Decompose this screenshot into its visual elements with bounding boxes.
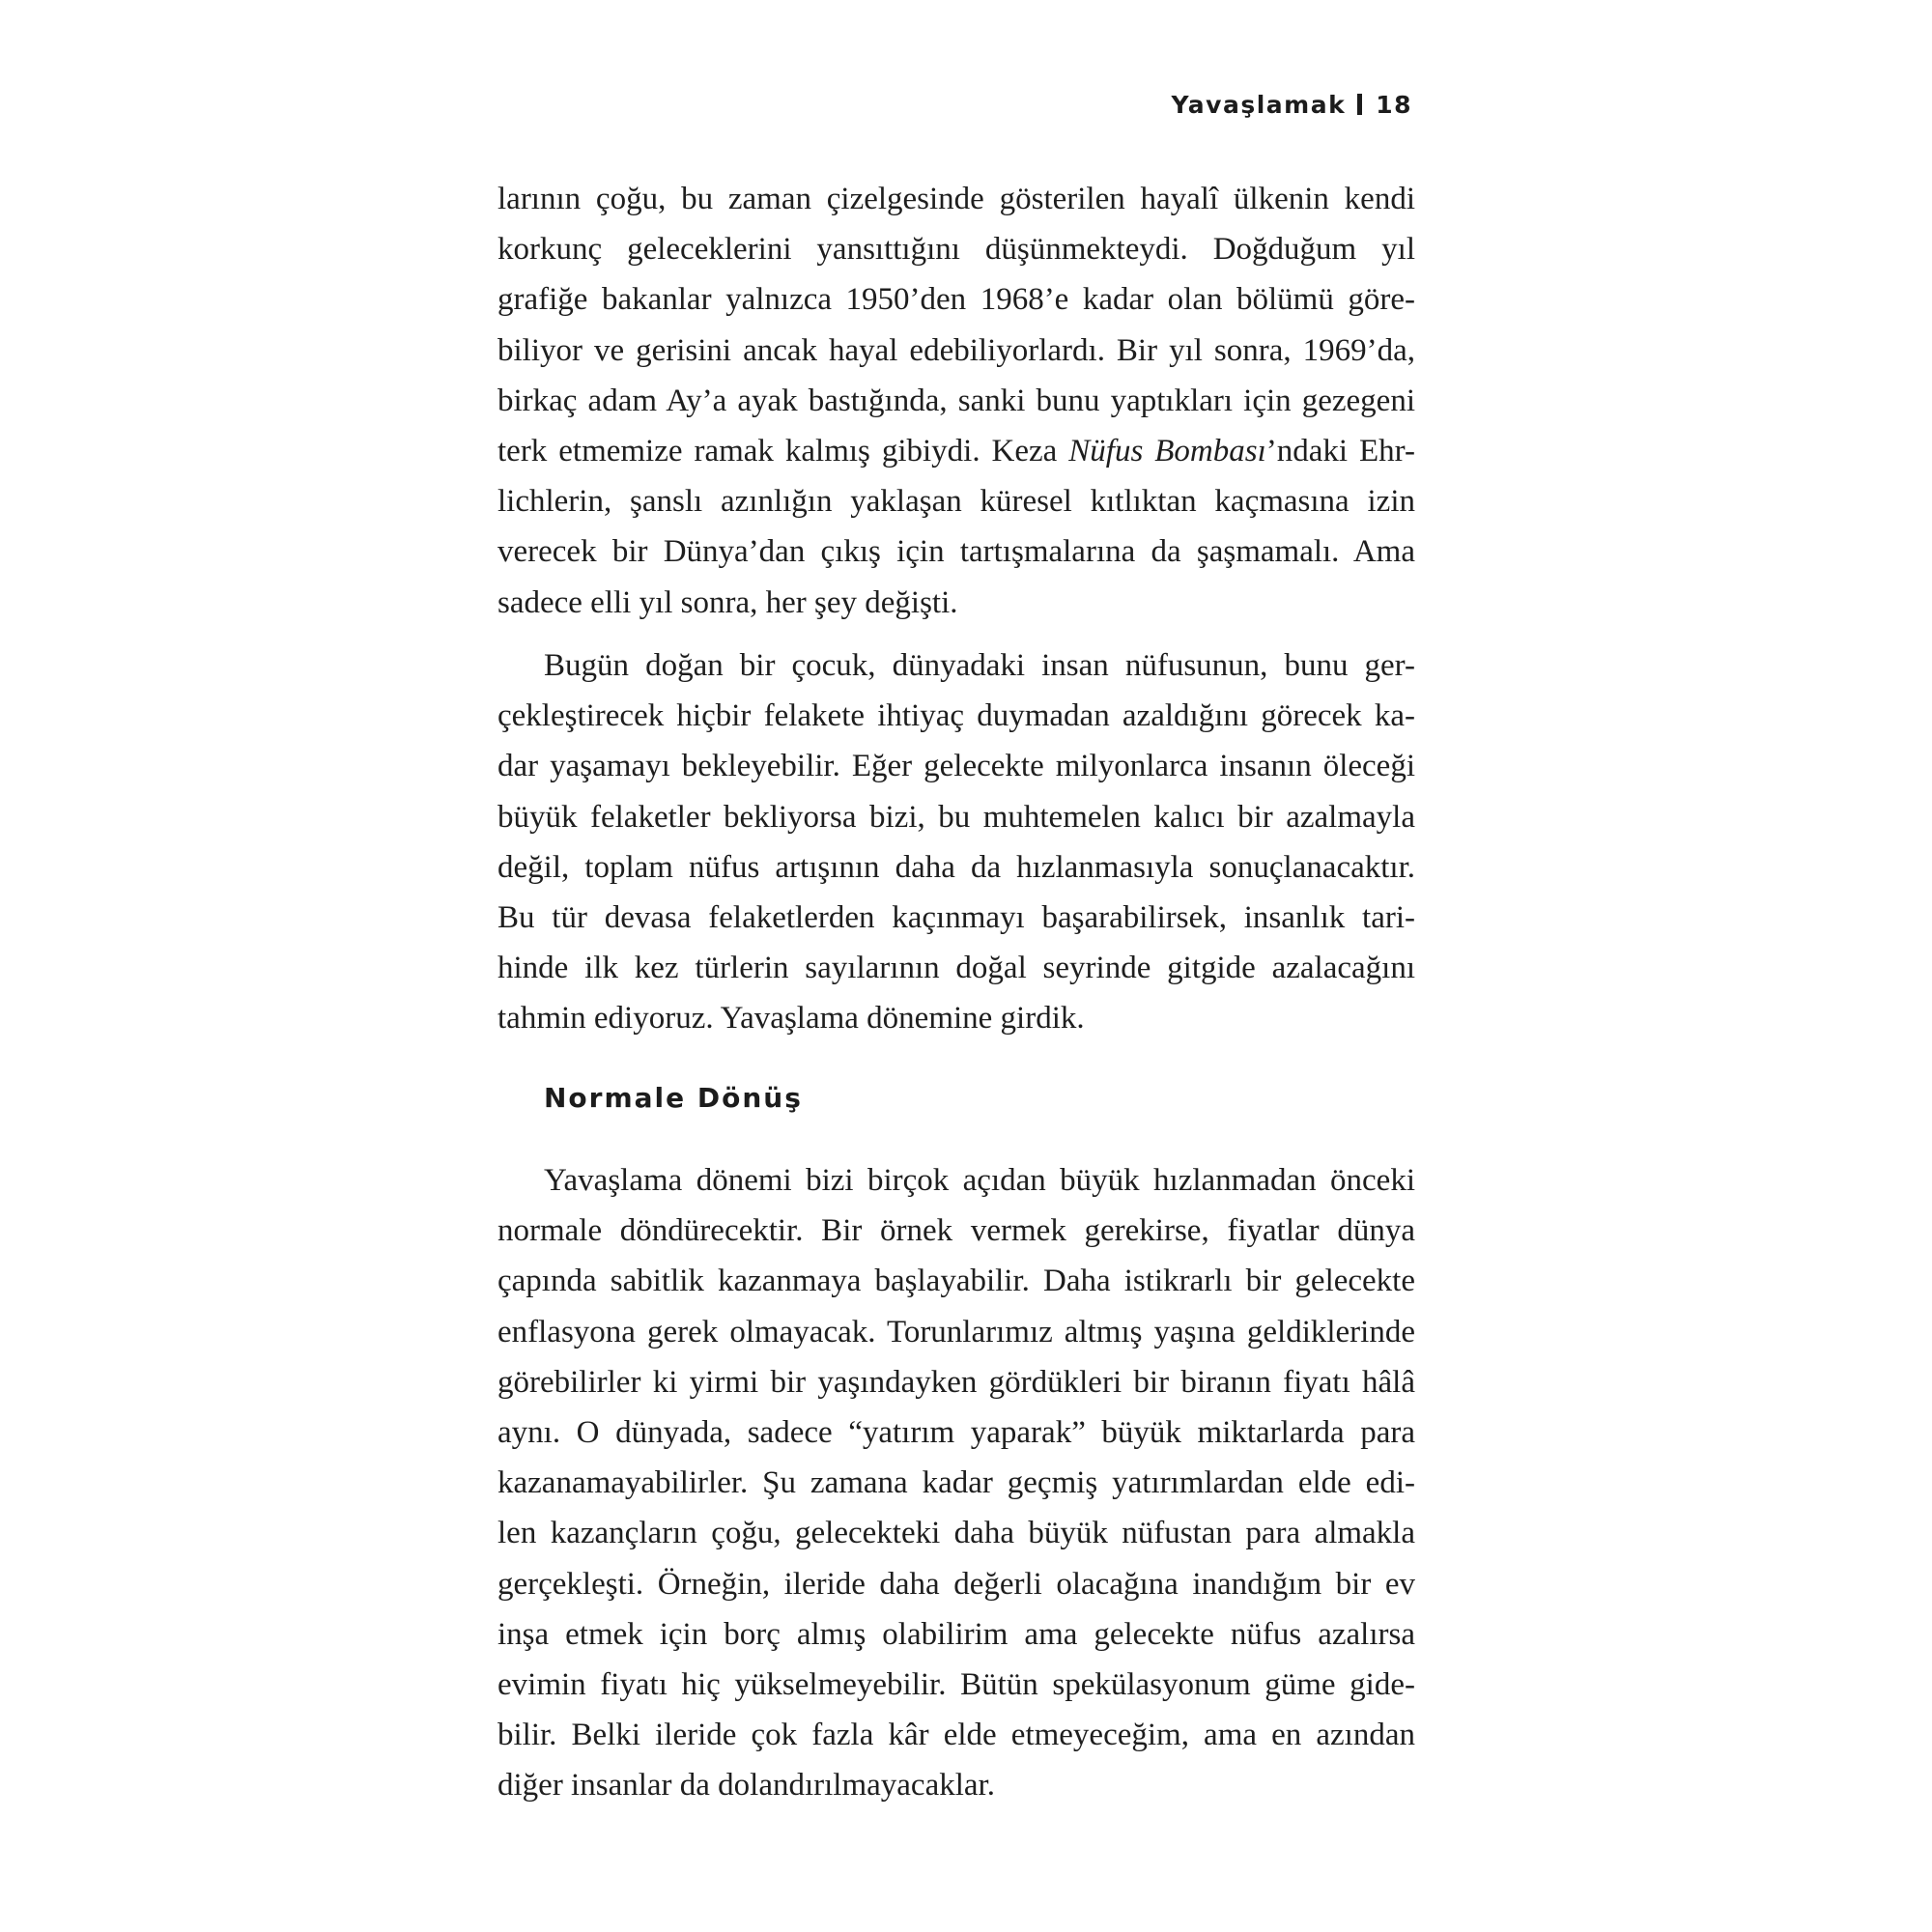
text-line: büyük felaketler bekliyorsa bizi, bu muhtemelen kalıcı bir azalmayla	[497, 799, 1415, 835]
running-head	[1171, 91, 1412, 119]
text-line: dar yaşamayı bekleyebilir. Eğer gelecekte milyonlarca insanın öleceği	[497, 749, 1415, 784]
text-line: enflasyona gerek olmayacak. Torunlarımız altmış yaşına geldiklerinde	[497, 1314, 1415, 1350]
text-line: Bu tür devasa felaketlerden kaçınmayı başarabilirsek, insanlık tari-	[497, 900, 1415, 935]
text-line: len kazançların çoğu, gelecekteki daha büyük nüfustan para almakla	[497, 1516, 1415, 1551]
text-line: çapında sabitlik kazanmaya başlayabilir. Daha istikrarlı bir gelecekte	[497, 1264, 1415, 1299]
text-line: bilir. Belki ileride çok fazla kâr elde etmeyeceğim, ama en azından	[497, 1718, 1415, 1753]
running-head-separator	[1357, 94, 1362, 115]
text-line: evimin fiyatı hiç yükselmeyebilir. Bütün spekülasyonum güme gide-	[497, 1667, 1415, 1702]
text-line: normale döndürecektir. Bir örnek vermek gerekirse, fiyatlar dünya	[497, 1213, 1415, 1249]
text-line: biliyor ve gerisini ancak hayal edebiliyorlardı. Bir yıl sonra, 1969’da,	[497, 332, 1415, 368]
page-number: 18	[1376, 91, 1412, 119]
section-heading: Normale Dönüş	[544, 1082, 803, 1114]
text-line: diğer insanlar da dolandırılmayacaklar.	[497, 1768, 995, 1804]
text-line: aynı. O dünyada, sadece “yatırım yaparak” büyük miktarlarda para	[497, 1415, 1415, 1450]
text-line: gerçekleşti. Örneğin, ileride daha değerli olacağına inandığım bir ev	[497, 1566, 1415, 1602]
text-line: kazanamayabilirler. Şu zamana kadar geçmiş yatırımlardan elde edi-	[497, 1465, 1415, 1501]
text-line: grafiğe bakanlar yalnızca 1950’den 1968’e kadar olan bölümü göre-	[497, 282, 1415, 318]
running-head-title: Yavaşlamak	[1171, 91, 1347, 119]
text-line: korkunç geleceklerini yansıttığını düşünmekteydi. Doğduğum yıl	[497, 232, 1415, 268]
text-line: görebilirler ki yirmi bir yaşındayken gördükleri bir biranın fiyatı hâlâ	[497, 1364, 1415, 1400]
text-line: tahmin ediyoruz. Yavaşlama dönemine girdik.	[497, 1001, 1085, 1037]
text-line: hinde ilk kez türlerin sayılarının doğal seyrinde gitgide azalacağını	[497, 951, 1415, 986]
text-line: çekleştirecek hiçbir felakete ihtiyaç duymadan azaldığını görecek ka-	[497, 698, 1415, 734]
text-line: Yavaşlama dönemi bizi birçok açıdan büyük hızlanmadan önceki	[544, 1163, 1415, 1198]
text-line: birkaç adam Ay’a ayak bastığında, sanki bunu yaptıkları için gezegeni	[497, 383, 1415, 418]
text-line: sadece elli yıl sonra, her şey değişti.	[497, 584, 958, 620]
text-line: larının çoğu, bu zaman çizelgesinde gösterilen hayalî ülkenin kendi	[497, 182, 1415, 216]
text-line: değil, toplam nüfus artışının daha da hızlanmasıyla sonuçlanacaktır.	[497, 849, 1415, 885]
text-line: terk etmemize ramak kalmış gibiydi. Keza Nüfus Bombası’ndaki Ehr-	[497, 434, 1416, 469]
text-line: inşa etmek için borç almış olabilirim ama gelecekte nüfus azalırsa	[497, 1616, 1415, 1652]
text-line: verecek bir Dünya’dan çıkış için tartışmalarına da şaşmamalı. Ama	[497, 534, 1415, 570]
text-line: lichlerin, şanslı azınlığın yaklaşan küresel kıtlıktan kaçmasına izin	[497, 484, 1415, 520]
italic-title: Nüfus Bombası	[1068, 434, 1266, 469]
text-line: Bugün doğan bir çocuk, dünyadaki insan nüfusunun, bunu ger-	[544, 648, 1415, 683]
